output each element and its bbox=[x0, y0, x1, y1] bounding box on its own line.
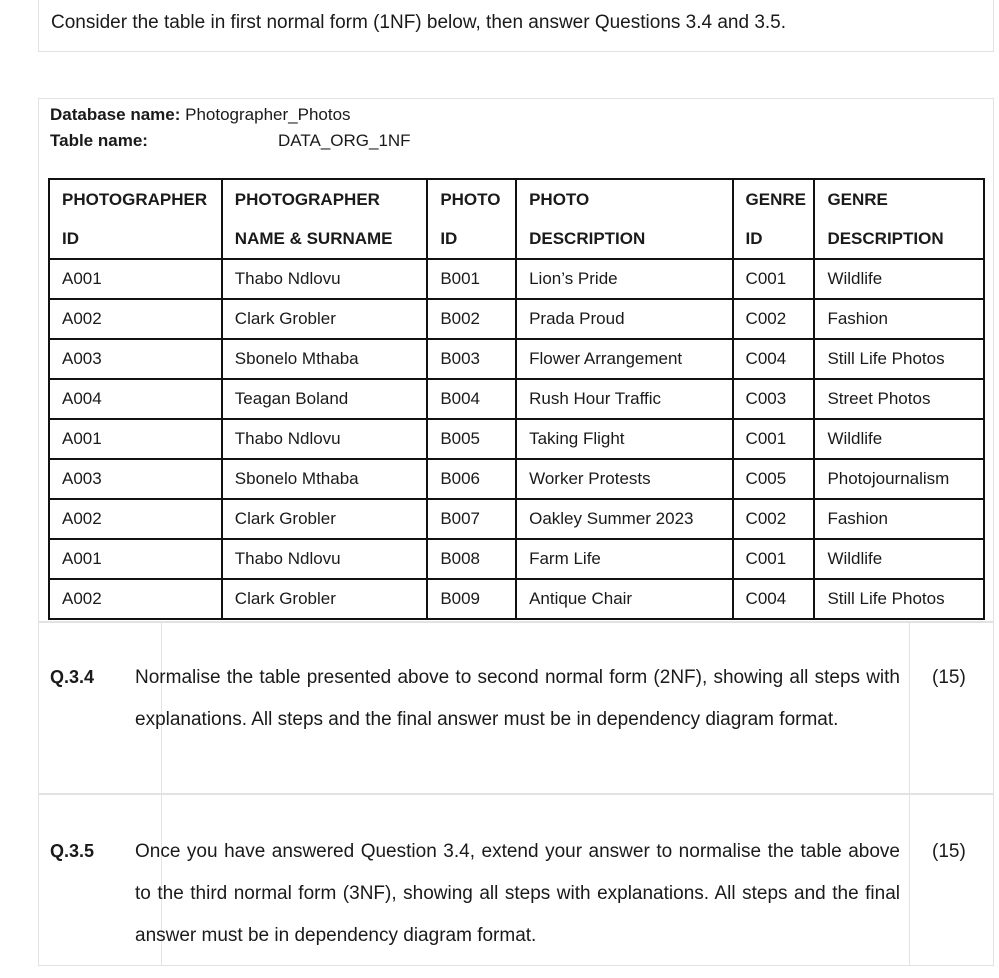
cell-photo-id: B008 bbox=[427, 539, 516, 579]
intro-text: Consider the table in first normal form (1NF) below, then answer Questions 3.4 and 3.5. bbox=[51, 12, 787, 33]
cell-photographer-id: A004 bbox=[49, 379, 222, 419]
question-3-5-text: Once you have answered Question 3.4, extend your answer to normalise the table above to the third normal form (3NF), showing all steps with explanations. All steps and the final answer must be in dependency diagram format. bbox=[135, 841, 900, 946]
cell-photographer-id: A002 bbox=[49, 499, 222, 539]
cell-photographer-name: Clark Grobler bbox=[222, 299, 428, 339]
table-row bbox=[49, 259, 984, 299]
table-row bbox=[49, 459, 984, 499]
cell-photographer-name: Sbonelo Mthaba bbox=[222, 459, 428, 499]
cell-genre-description: Wildlife bbox=[814, 259, 984, 299]
cell-genre-id: C002 bbox=[733, 499, 815, 539]
cell-photographer-id: A002 bbox=[49, 579, 222, 619]
cell-genre-description: Fashion bbox=[814, 299, 984, 339]
cell-photo-id: B009 bbox=[427, 579, 516, 619]
database-name-label: Database name: bbox=[50, 105, 181, 124]
cell-photographer-id: A001 bbox=[49, 539, 222, 579]
cell-genre-description: Fashion bbox=[814, 499, 984, 539]
intro-box bbox=[38, 0, 994, 52]
cell-photographer-name: Sbonelo Mthaba bbox=[222, 339, 428, 379]
cell-genre-description: Street Photos bbox=[814, 379, 984, 419]
cell-photo-description: Prada Proud bbox=[516, 299, 732, 339]
table-row bbox=[49, 339, 984, 379]
cell-photo-id: B002 bbox=[427, 299, 516, 339]
cell-genre-id: C001 bbox=[733, 259, 815, 299]
cell-genre-id: C005 bbox=[733, 459, 815, 499]
cell-photographer-name: Thabo Ndlovu bbox=[222, 539, 428, 579]
table-row bbox=[49, 579, 984, 619]
cell-genre-description: Wildlife bbox=[814, 539, 984, 579]
cell-genre-id: C004 bbox=[733, 339, 815, 379]
header-photographer-name: PHOTOGRAPHER NAME & SURNAME bbox=[222, 179, 428, 259]
cell-photo-description: Rush Hour Traffic bbox=[516, 379, 732, 419]
cell-genre-id: C001 bbox=[733, 539, 815, 579]
header-photo-description: PHOTO DESCRIPTION bbox=[516, 179, 732, 259]
cell-photo-description: Flower Arrangement bbox=[516, 339, 732, 379]
cell-photo-description: Oakley Summer 2023 bbox=[516, 499, 732, 539]
cell-photo-id: B001 bbox=[427, 259, 516, 299]
cell-photo-description: Antique Chair bbox=[516, 579, 732, 619]
cell-genre-description: Still Life Photos bbox=[814, 339, 984, 379]
cell-photographer-name: Thabo Ndlovu bbox=[222, 259, 428, 299]
question-3-4-marks: (15) bbox=[932, 667, 966, 688]
cell-genre-id: C004 bbox=[733, 579, 815, 619]
cell-photo-id: B007 bbox=[427, 499, 516, 539]
header-genre-id: GENRE ID bbox=[733, 179, 815, 259]
cell-photographer-id: A003 bbox=[49, 339, 222, 379]
cell-genre-id: C001 bbox=[733, 419, 815, 459]
cell-photographer-id: A001 bbox=[49, 259, 222, 299]
cell-photo-description: Taking Flight bbox=[516, 419, 732, 459]
cell-photographer-id: A002 bbox=[49, 299, 222, 339]
cell-photo-description: Worker Protests bbox=[516, 459, 732, 499]
cell-genre-id: C003 bbox=[733, 379, 815, 419]
question-3-5-number: Q.3.5 bbox=[50, 841, 95, 861]
table-row bbox=[49, 419, 984, 459]
cell-photo-id: B006 bbox=[427, 459, 516, 499]
cell-genre-description: Wildlife bbox=[814, 419, 984, 459]
cell-photo-description: Farm Life bbox=[516, 539, 732, 579]
cell-photo-id: B004 bbox=[427, 379, 516, 419]
cell-photo-description: Lion’s Pride bbox=[516, 259, 732, 299]
table-row bbox=[49, 299, 984, 339]
table-name-value: DATA_ORG_1NF bbox=[278, 131, 411, 150]
cell-photo-id: B005 bbox=[427, 419, 516, 459]
cell-photographer-name: Thabo Ndlovu bbox=[222, 419, 428, 459]
data-table bbox=[48, 178, 985, 620]
cell-photographer-id: A001 bbox=[49, 419, 222, 459]
database-name-value: Photographer_Photos bbox=[185, 105, 351, 124]
header-photographer-id: PHOTOGRAPHER ID bbox=[49, 179, 222, 259]
header-photo-id: PHOTO ID bbox=[427, 179, 516, 259]
cell-genre-id: C002 bbox=[733, 299, 815, 339]
cell-photographer-id: A003 bbox=[49, 459, 222, 499]
cell-genre-description: Still Life Photos bbox=[814, 579, 984, 619]
table-name-label: Table name: bbox=[50, 131, 148, 150]
table-row bbox=[49, 499, 984, 539]
table-header-row bbox=[49, 179, 984, 259]
cell-photographer-name: Clark Grobler bbox=[222, 579, 428, 619]
question-3-4-number: Q.3.4 bbox=[50, 667, 95, 687]
question-3-4-text: Normalise the table presented above to second normal form (2NF), showing all steps with explanations. All steps and the final answer must be in dependency diagram format. bbox=[135, 667, 900, 730]
table-body bbox=[49, 259, 984, 619]
cell-genre-description: Photojournalism bbox=[814, 459, 984, 499]
cell-photo-id: B003 bbox=[427, 339, 516, 379]
question-3-5-marks: (15) bbox=[932, 841, 966, 862]
table-row bbox=[49, 379, 984, 419]
table-row bbox=[49, 539, 984, 579]
cell-photographer-name: Teagan Boland bbox=[222, 379, 428, 419]
header-genre-description: GENRE DESCRIPTION bbox=[814, 179, 984, 259]
database-name-line bbox=[50, 105, 351, 125]
cell-photographer-name: Clark Grobler bbox=[222, 499, 428, 539]
